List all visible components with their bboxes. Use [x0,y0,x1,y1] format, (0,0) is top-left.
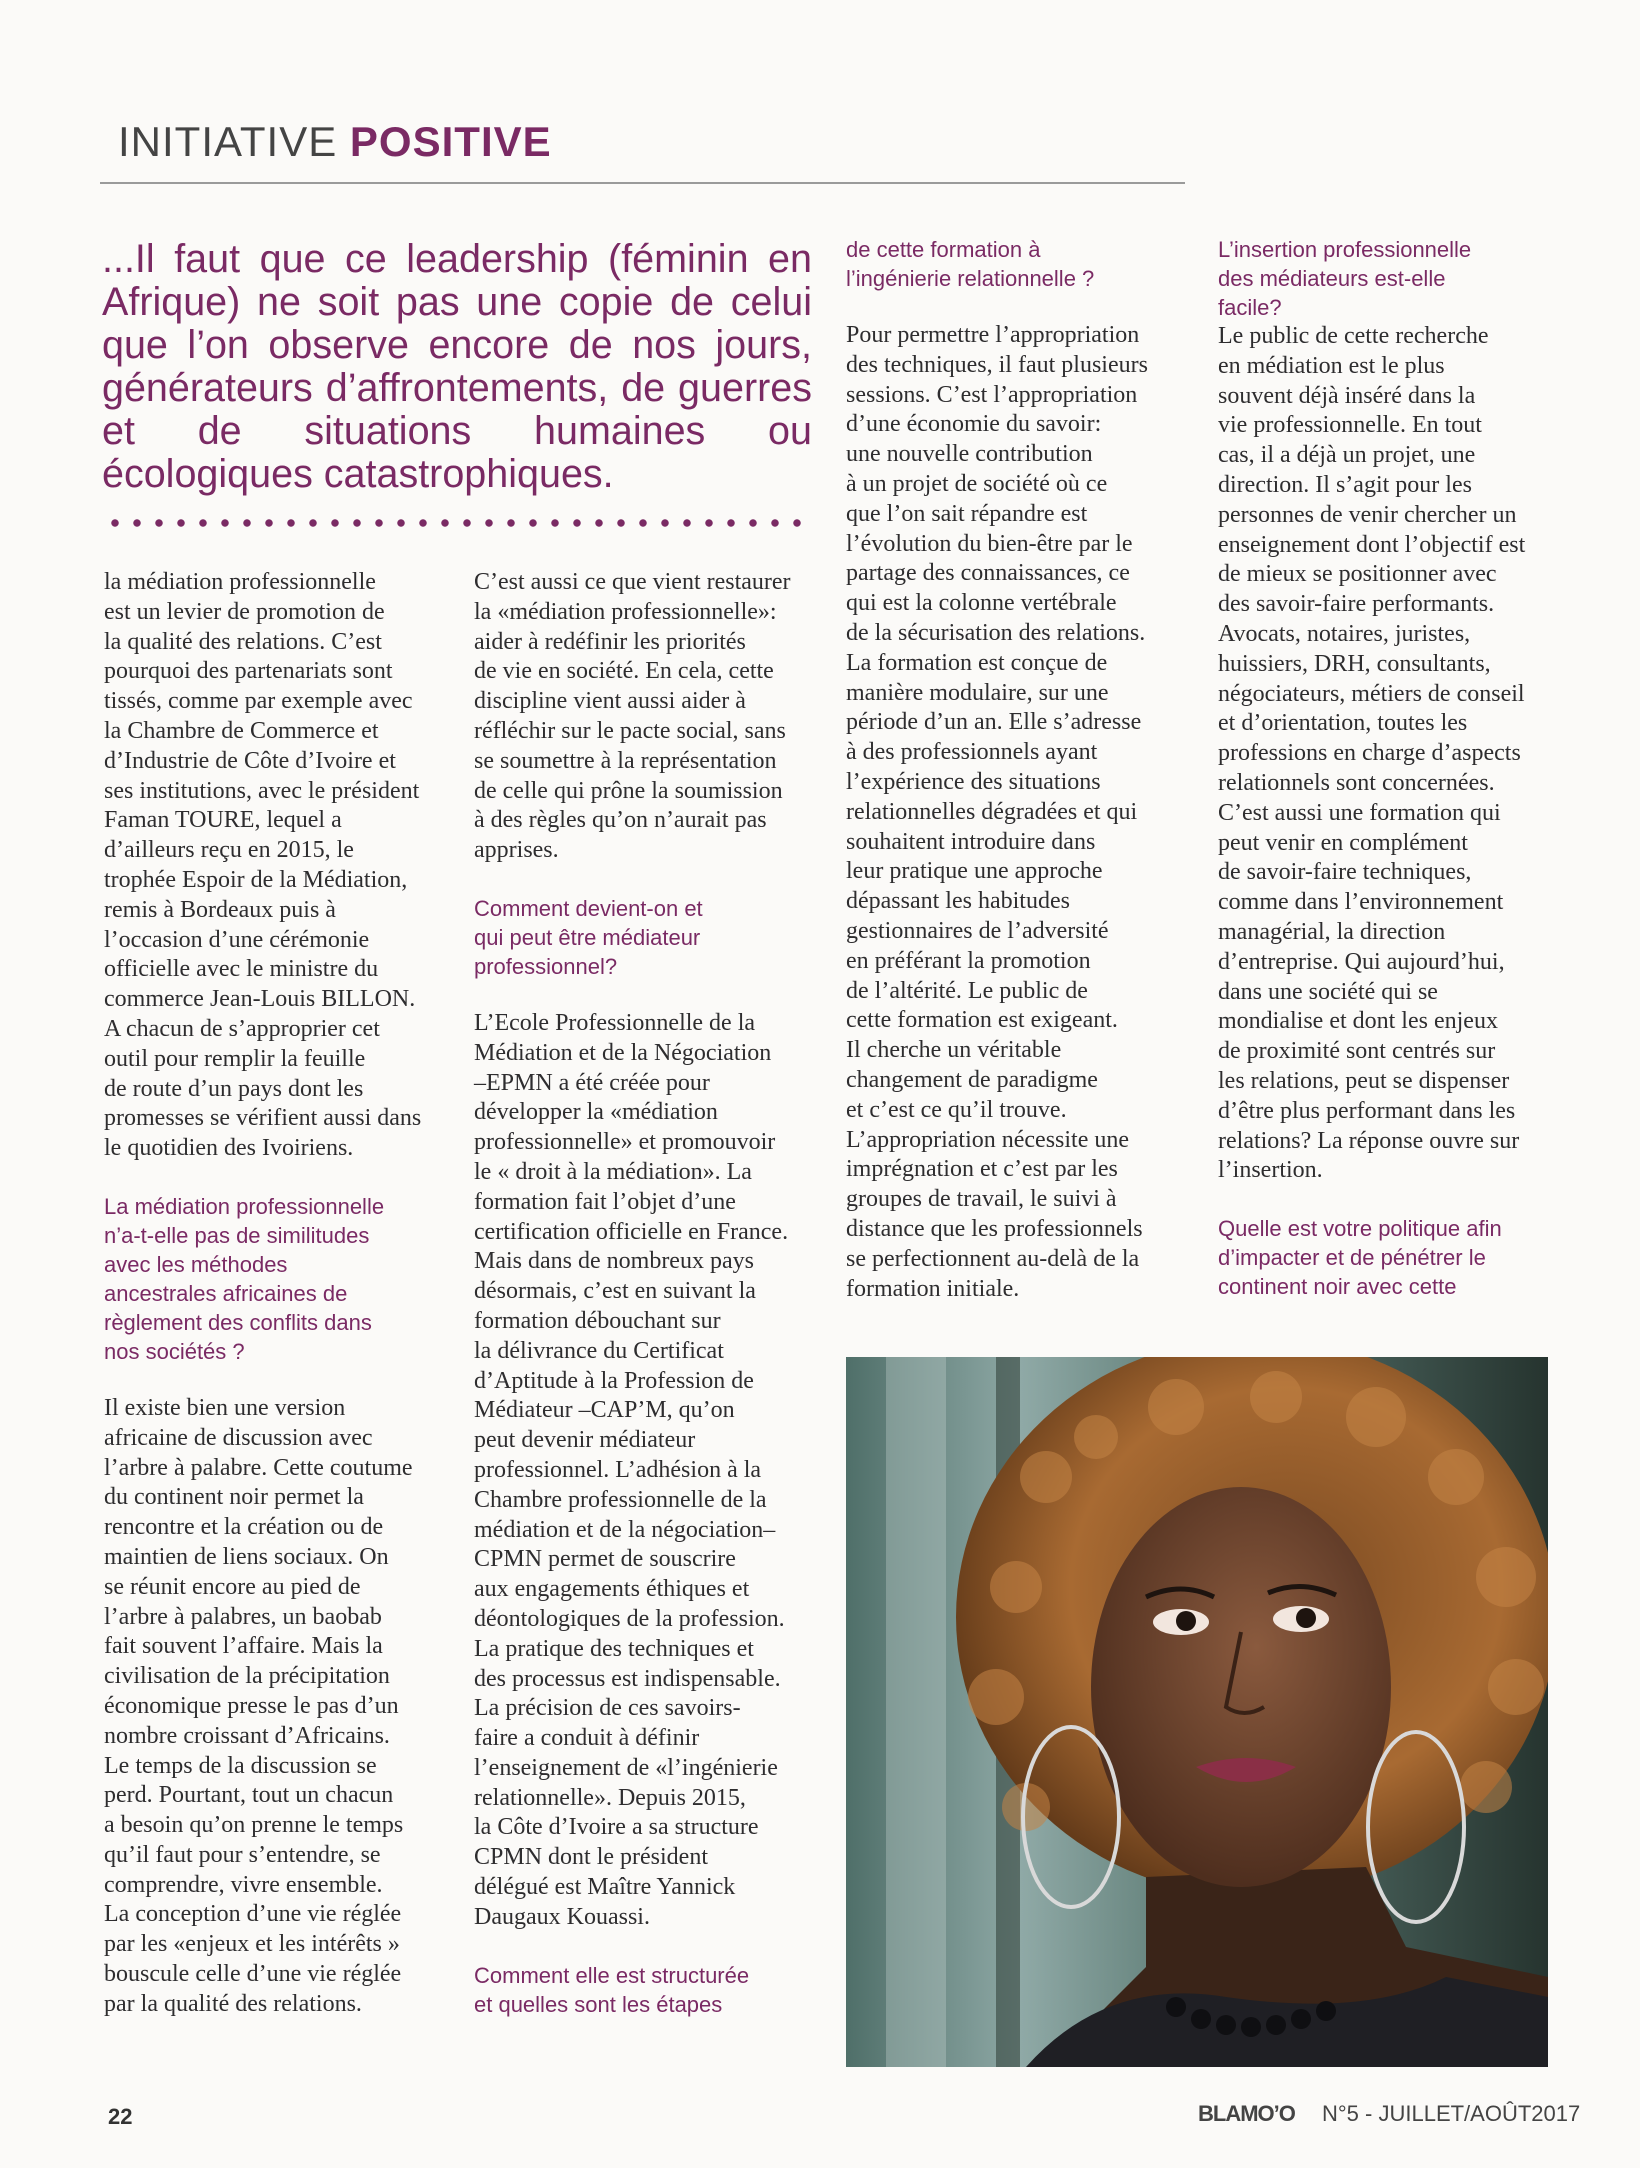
issue-info: N°5 - JUILLET/AOÛT2017 [1322,2101,1581,2126]
col2-paragraph-2: L’Ecole Professionnelle de la Médiation et de la Négociation –EPMN a été créée pour développer la «médiation professionnelle» et promouvoir le « droit à la médiation». La formation fait l’objet d’une certification officielle en France. Mais dans de nombreux pays désormais, c’est en suivant la formation débouchant sur la délivrance du Certificat d’Aptitude à la Profession de Médiateur –CAP’M, qu’on peut devenir médiateur professionnel. L’adhésion à la Chambre professionnelle de la médiation et de la négociation– CPMN permet de souscrire aux engagements éthiques et déontologiques de la profession. La pratique des techniques et des processus est indispensable. La précision de ces savoirs- faire a conduit à définir l’enseignement de «l’ingénierie relationnelle». Depuis 2015, la Côte d’Ivoire a sa structure CPMN dont le président délégué est Maître Yannick Daugaux Kouassi. [474,1009,789,1930]
magazine-logo: BLAMO’O [1198,2101,1295,2126]
col1-paragraph-2: Il existe bien une version africaine de discussion avec l’arbre à palabre. Cette coutume du continent noir permet la rencontre et la création ou de maintien de liens sociaux. On se réunit encore au pied de l’arbre à palabres, un baobab fait souvent l’affaire. Mais la civilisation de la précipitation économique presse le pas d’un nombre croissant d’Africains. Le temps de la discussion se perd. Pourtant, tout un chacun a besoin qu’on prenne le temps qu’il faut pour s’entendre, se comprendre, vivre ensemble. La conception d’une vie réglée par les «enjeux et les intérêts » bouscule celle d’une vie réglée par la qualité des relations. [104,1394,413,2017]
header-divider [100,182,1185,184]
article-column-2 [474,568,824,2019]
col3-question-1: de cette formation à l’ingénierie relationnelle ? [846,237,1095,291]
section-rubric [118,118,552,166]
rubric-light: INITIATIVE [118,118,350,165]
portrait-photo [846,1357,1548,2067]
article-column-1 [104,568,452,2020]
portrait-illustration [846,1357,1548,2067]
article-column-3 [846,235,1176,1304]
col1-paragraph-1: la médiation professionnelle est un levier de promotion de la qualité des relations. C’est pourquoi des partenariats sont tissés, comme par exemple avec la Chambre de Commerce et d’Industrie de Côte d’Ivoire et ses institutions, avec le président Faman TOURE, lequel a d’ailleurs reçu en 2015, le trophée Espoir de la Médiation, remis à Bordeaux puis à l’occasion d’une cérémonie officielle avec le ministre du commerce Jean-Louis BILLON. A chacun de s’approprier cet outil pour remplir la feuille de route d’un pays dont les promesses se vérifient aussi dans le quotidien des Ivoiriens. [104,569,422,1162]
dotted-divider [104,516,810,530]
col4-question-1: L’insertion professionnelle des médiateurs est-elle facile? [1218,237,1472,320]
rubric-bold: POSITIVE [349,118,552,165]
col2-question-2: Comment elle est structurée et quelles sont les étapes [474,1962,750,2017]
pull-quote: ...Il faut que ce leadership (féminin en Afrique) ne soit pas une copie de celui que l’on observe encore de nos jours, générateurs d’affrontements, de guerres et de situations humaines ou écologiques catastrophiques. [102,237,812,496]
col1-question-1: La médiation professionnelle n’a-t-elle pas de similitudes avec les méthodes ancestrales africaines de règlement des conflits dans nos sociétés ? [104,1193,385,1364]
article-column-4 [1218,235,1563,1301]
col2-paragraph-1: C’est aussi ce que vient restaurer la «médiation professionnelle»: aider à redéfinir les priorités de vie en société. En cela, cette discipline vient aussi aider à réfléchir sur le pacte social, sans se soumettre à la représentation de celle qui prône la soumission à des règles qu’on n’aurait pas apprises. [474,569,791,864]
page-number: 22 [108,2104,133,2129]
col4-question-2: Quelle est votre politique afin d’impacter et de pénétrer le continent noir avec cette [1218,1216,1502,1300]
col4-paragraph-1: Le public de cette recherche en médiation est le plus souvent déjà inséré dans la vie professionnelle. En tout cas, il a déjà un projet, une direction. Il s’agit pour les personnes de venir chercher un enseignement dont l’objectif est de mieux se positionner avec des savoir-faire performants. Avocats, notaires, juristes, huissiers, DRH, consultants, négociateurs, métiers de conseil et d’orientation, toutes les professions en charge d’aspects relationnels sont concernées. C’est aussi une formation qui peut venir en complément de savoir-faire techniques, comme dans l’environnement managérial, la direction d’entreprise. Qui aujourd’hui, dans une société qui se mondialise et dont les enjeux de proximité sont centrés sur les relations, peut se dispenser d’être plus performant dans les relations? La réponse ouvre sur l’insertion. [1218,323,1526,1184]
col2-question-1: Comment devient-on et qui peut être médiateur professionnel? [474,895,703,979]
col3-paragraph-1: Pour permettre l’appropriation des techniques, il faut plusieurs sessions. C’est l’appropriation d’une économie du savoir: une nouvelle contribution à un projet de société où ce que l’on sait répandre est l’évolution du bien-être par le partage des connaissances, ce qui est la colonne vertébrale de la sécurisation des relations. La formation est conçue de manière modulaire, sur une période d’un an. Elle s’adresse à des professionnels ayant l’expérience des situations relationnelles dégradées et qui souhaitent introduire dans leur pratique une approche dépassant les habitudes gestionnaires de l’adversité en préférant la promotion de l’altérité. Le public de cette formation est exigeant. Il cherche un véritable changement de paradigme et c’est ce qu’il trouve. L’appropriation nécessite une imprégnation et c’est par les groupes de travail, le suivi à distance que les professionnels se perfectionnent au-delà de la formation initiale. [846,322,1148,1302]
